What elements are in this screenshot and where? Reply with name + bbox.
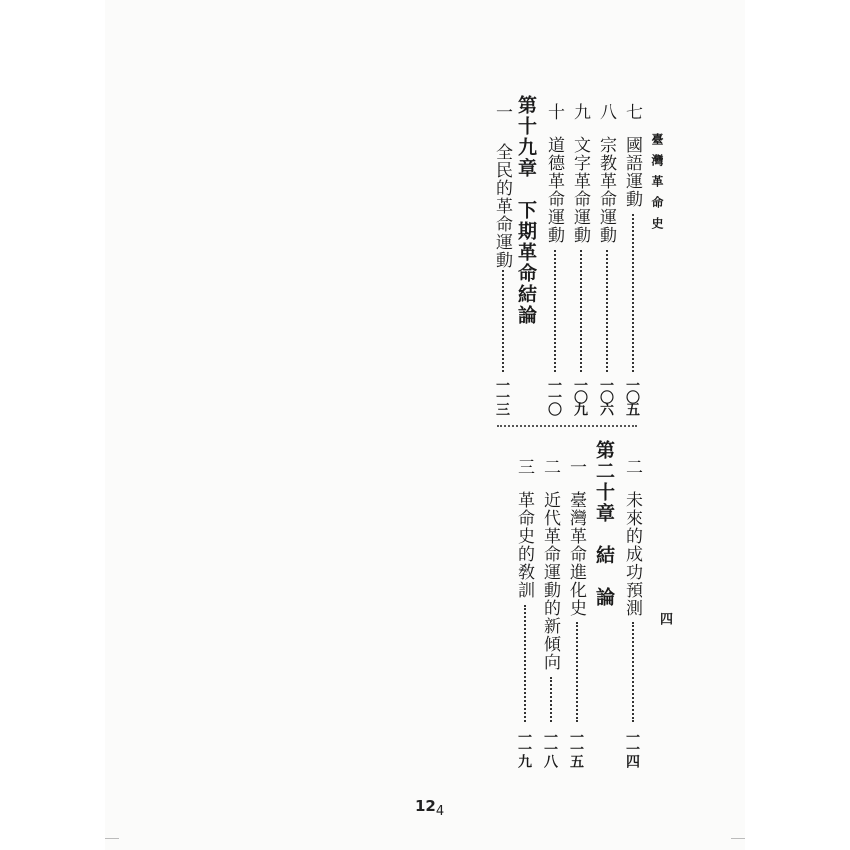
book-page bbox=[105, 0, 745, 850]
dot-leader bbox=[554, 250, 556, 372]
toc-entry-title: 國語運動 bbox=[622, 136, 642, 208]
toc-entry-page: 一一四 bbox=[624, 730, 640, 766]
toc-entry-page: 一一〇 bbox=[546, 378, 562, 414]
toc-entry-number: 八 bbox=[596, 103, 616, 121]
toc-entry-number: 二 bbox=[540, 458, 560, 476]
toc-entry-number: 一 bbox=[566, 458, 586, 476]
toc-entry-page: 一一五 bbox=[568, 730, 584, 766]
scan-page-number bbox=[415, 797, 445, 819]
scan-number-sub: 4 bbox=[435, 804, 445, 819]
dot-leader bbox=[606, 250, 608, 372]
dot-leader bbox=[502, 270, 504, 372]
toc-entry-number: 九 bbox=[570, 103, 590, 121]
page-folio: 四 bbox=[657, 612, 672, 625]
dot-leader bbox=[632, 622, 634, 722]
chapter-heading: 第十九章 下期革命結論 bbox=[515, 95, 537, 326]
dot-leader bbox=[576, 622, 578, 722]
dot-leader bbox=[580, 250, 582, 372]
toc-entry-title: 全民的革命運動 bbox=[492, 143, 512, 269]
toc-entry-title: 近代革命運動的新傾向 bbox=[540, 491, 560, 671]
toc-entry-title: 道德革命運動 bbox=[544, 136, 564, 244]
toc-entry-page: 一一八 bbox=[542, 730, 558, 766]
section-separator bbox=[497, 425, 637, 433]
crop-mark bbox=[105, 838, 119, 839]
toc-entry-page: 一〇五 bbox=[624, 378, 640, 414]
toc-entry-number: 三 bbox=[514, 458, 534, 476]
running-head: 臺灣革命史 bbox=[650, 133, 664, 238]
toc-entry-title: 未來的成功預測 bbox=[622, 491, 642, 617]
toc-entry-page: 一〇九 bbox=[572, 378, 588, 414]
toc-entry-number: 七 bbox=[622, 103, 642, 121]
toc-entry-number: 二 bbox=[622, 458, 642, 476]
dot-leader bbox=[550, 677, 552, 722]
toc-entry-title: 革命史的敎訓 bbox=[514, 491, 534, 599]
toc-entry-page: 一〇六 bbox=[598, 378, 614, 414]
dot-leader bbox=[524, 605, 526, 722]
toc-entry-number: 一 bbox=[492, 103, 512, 121]
toc-entry-number: 十 bbox=[544, 103, 564, 121]
toc-entry-page: 一一三 bbox=[494, 378, 510, 414]
dot-leader bbox=[632, 214, 634, 372]
crop-mark bbox=[731, 838, 745, 839]
toc-entry-title: 文字革命運動 bbox=[570, 136, 590, 244]
toc-entry-page: 一一九 bbox=[516, 730, 532, 766]
toc-entry-title: 宗教革命運動 bbox=[596, 136, 616, 244]
toc-entry-title: 臺灣革命進化史 bbox=[566, 491, 586, 617]
chapter-heading: 第二十章 結 論 bbox=[593, 440, 615, 608]
scan-number-main: 12 bbox=[415, 797, 436, 815]
